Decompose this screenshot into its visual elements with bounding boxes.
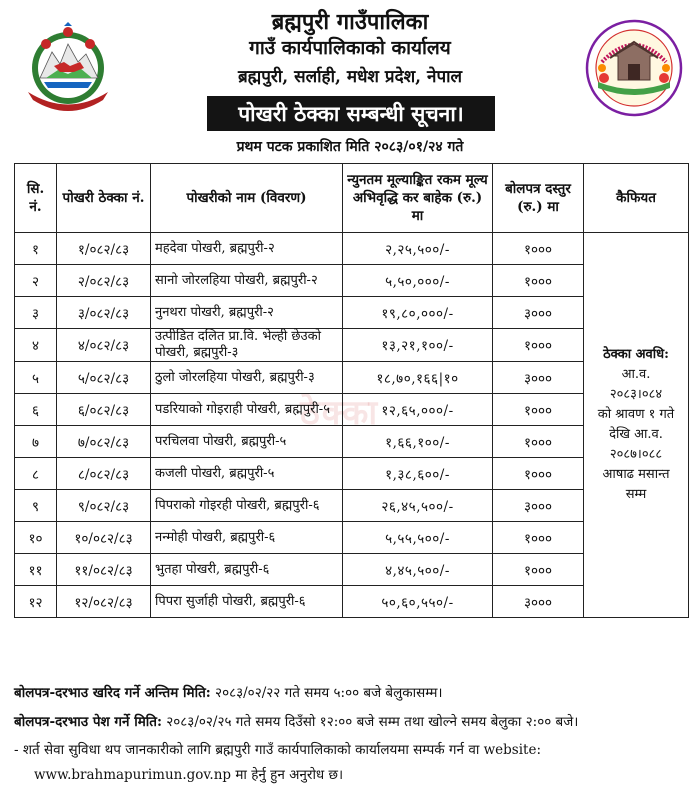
cell-fee: १००० (493, 233, 584, 265)
table-row (15, 233, 689, 265)
cell-fee: १००० (493, 554, 584, 586)
cell-min-amount: १३,२१,१००/- (343, 329, 493, 362)
cell-fee: ३००० (493, 586, 584, 618)
cell-fee: ३००० (493, 490, 584, 522)
cell-tender-no: १/०८२/८३ (57, 233, 151, 265)
cell-sn: ३ (15, 297, 57, 329)
cell-min-amount: १९,८०,०००/- (343, 297, 493, 329)
cell-fee: १००० (493, 522, 584, 554)
cell-min-amount: १२,६५,०००/- (343, 394, 493, 426)
col-header-sn: सि. नं. (15, 164, 57, 233)
cell-sn: १२ (15, 586, 57, 618)
cell-sn: ९ (15, 490, 57, 522)
cell-sn: १ (15, 233, 57, 265)
remarks-line: २०८३।०८४ (609, 387, 663, 402)
cell-tender-no: ६/०८२/८३ (57, 394, 151, 426)
publish-date-line: प्रथम पटक प्रकाशित मिति २०८३/०१/२४ गते (236, 139, 464, 155)
cell-pond-name: पडरियाको गोइराही पोखरी, ब्रह्मपुरी-५ (151, 394, 343, 426)
purchase-deadline-text: २०८३/०२/२२ गते समय ५:०० बजे बेलुकासम्म। (210, 685, 443, 701)
cell-tender-no: ८/०८२/८३ (57, 458, 151, 490)
cell-pond-name: महदेवा पोखरी, ब्रह्मपुरी-२ (151, 233, 343, 265)
cell-min-amount: ५,५५,५००/- (343, 522, 493, 554)
cell-pond-name: उत्पीडित दलित प्रा.वि. भेल्ही छेउको पोखरी, ब्रह्मपुरी-३ (151, 329, 343, 362)
remarks-heading: ठेक्का अवधि: (603, 347, 669, 362)
cell-sn: ७ (15, 426, 57, 458)
notice-title: पोखरी ठेक्का सम्बन्धी सूचना। (207, 96, 495, 131)
cell-remarks (584, 233, 689, 618)
table-header-row (15, 164, 689, 233)
col-header-tender-no: पोखरी ठेक्का नं. (57, 164, 151, 233)
cell-min-amount: २,२५,५००/- (343, 233, 493, 265)
cell-fee: १००० (493, 458, 584, 490)
cell-min-amount: १,६६,१००/- (343, 426, 493, 458)
cell-min-amount: १,३८,६००/- (343, 458, 493, 490)
cell-fee: १००० (493, 329, 584, 362)
remarks-line: आषाढ मसान्त (602, 467, 670, 482)
cell-sn: २ (15, 265, 57, 297)
cell-min-amount: २६,४५,५००/- (343, 490, 493, 522)
submit-date-line (14, 712, 694, 730)
cell-sn: ४ (15, 329, 57, 362)
cell-tender-no: ५/०८२/८३ (57, 362, 151, 394)
remarks-line: आ.व. (621, 367, 651, 382)
remarks-line: को श्रावण १ गते (597, 407, 675, 422)
cell-tender-no: २/०८२/८३ (57, 265, 151, 297)
submit-date-label: बोलपत्र-दरभाउ पेश गर्ने मिति: (14, 714, 162, 730)
office-subtitle: गाउँ कार्यपालिकाको कार्यालय (249, 37, 451, 59)
cell-pond-name: नुनथरा पोखरी, ब्रह्मपुरी-२ (151, 297, 343, 329)
cell-sn: ६ (15, 394, 57, 426)
cell-fee: १००० (493, 265, 584, 297)
remarks-line: सम्म (625, 487, 647, 502)
contact-note-line: - शर्त सेवा सुविधा थप जानकारीको लागि ब्रह्मपुरी गाउँ कार्यपालिकाको कार्यालयमा सम्पर्क गर्न वा website: (14, 742, 542, 758)
col-header-remarks: कैफियत (584, 164, 689, 233)
cell-min-amount: ५,५०,०००/- (343, 265, 493, 297)
cell-tender-no: १२/०८२/८३ (57, 586, 151, 618)
watermark-text: ठेक्का (300, 393, 380, 433)
cell-min-amount: ४,४५,५००/- (343, 554, 493, 586)
website-note-line: www.brahmapurimun.gov.np मा हेर्नु हुन अनुरोध छ। (34, 767, 344, 783)
purchase-deadline-label: बोलपत्र-दरभाउ खरिद गर्ने अन्तिम मिति: (14, 685, 211, 701)
notice-header (0, 0, 700, 126)
cell-fee: ३००० (493, 297, 584, 329)
cell-pond-name: ठुलो जोरलहिया पोखरी, ब्रह्मपुरी-३ (151, 362, 343, 394)
remarks-line: देखि आ.व. (609, 427, 663, 442)
cell-pond-name: भुतहा पोखरी, ब्रह्मपुरी-६ (151, 554, 343, 586)
cell-tender-no: ४/०८२/८३ (57, 329, 151, 362)
cell-sn: ५ (15, 362, 57, 394)
office-address: ब्रह्मपुरी, सर्लाही, मधेश प्रदेश, नेपाल (237, 67, 463, 87)
submit-date-text: २०८३/०२/२५ गते समय दिउँसो १२:०० बजे सम्म तथा खोल्ने समय बेलुका २:०० बजे। (161, 714, 579, 730)
cell-fee: ३००० (493, 362, 584, 394)
col-header-name: पोखरीको नाम (विवरण) (151, 164, 343, 233)
cell-min-amount: ५०,६०,५५०/- (343, 586, 493, 618)
purchase-deadline-line (14, 683, 694, 701)
cell-sn: ११ (15, 554, 57, 586)
cell-fee: १००० (493, 394, 584, 426)
cell-pond-name: पिपराको गोइरही पोखरी, ब्रह्मपुरी-६ (151, 490, 343, 522)
office-name: ब्रह्मपुरी गाउँपालिका (271, 9, 429, 35)
col-header-min-amount: न्युनतम मूल्याङ्कित रकम मूल्य अभिवृद्धि कर बाहेक (रु.) मा (343, 164, 493, 233)
cell-tender-no: ११/०८२/८३ (57, 554, 151, 586)
municipality-seal-logo (584, 18, 684, 118)
cell-sn: ८ (15, 458, 57, 490)
cell-pond-name: सानो जोरलहिया पोखरी, ब्रह्मपुरी-२ (151, 265, 343, 297)
pond-tender-table (14, 163, 689, 618)
cell-sn: १० (15, 522, 57, 554)
cell-pond-name: नन्मोही पोखरी, ब्रह्मपुरी-६ (151, 522, 343, 554)
cell-min-amount: १८,७०,१६६|१० (343, 362, 493, 394)
col-header-fee: बोलपत्र दस्तुर (रु.) मा (493, 164, 584, 233)
cell-tender-no: ९/०८२/८३ (57, 490, 151, 522)
cell-tender-no: ७/०८२/८३ (57, 426, 151, 458)
remarks-line: २०८७।०८८ (609, 447, 663, 462)
cell-pond-name: परचिलवा पोखरी, ब्रह्मपुरी-५ (151, 426, 343, 458)
cell-pond-name: कजली पोखरी, ब्रह्मपुरी-५ (151, 458, 343, 490)
cell-fee: १००० (493, 426, 584, 458)
cell-tender-no: १०/०८२/८३ (57, 522, 151, 554)
cell-tender-no: ३/०८२/८३ (57, 297, 151, 329)
cell-pond-name: पिपरा सुर्जाही पोखरी, ब्रह्मपुरी-६ (151, 586, 343, 618)
